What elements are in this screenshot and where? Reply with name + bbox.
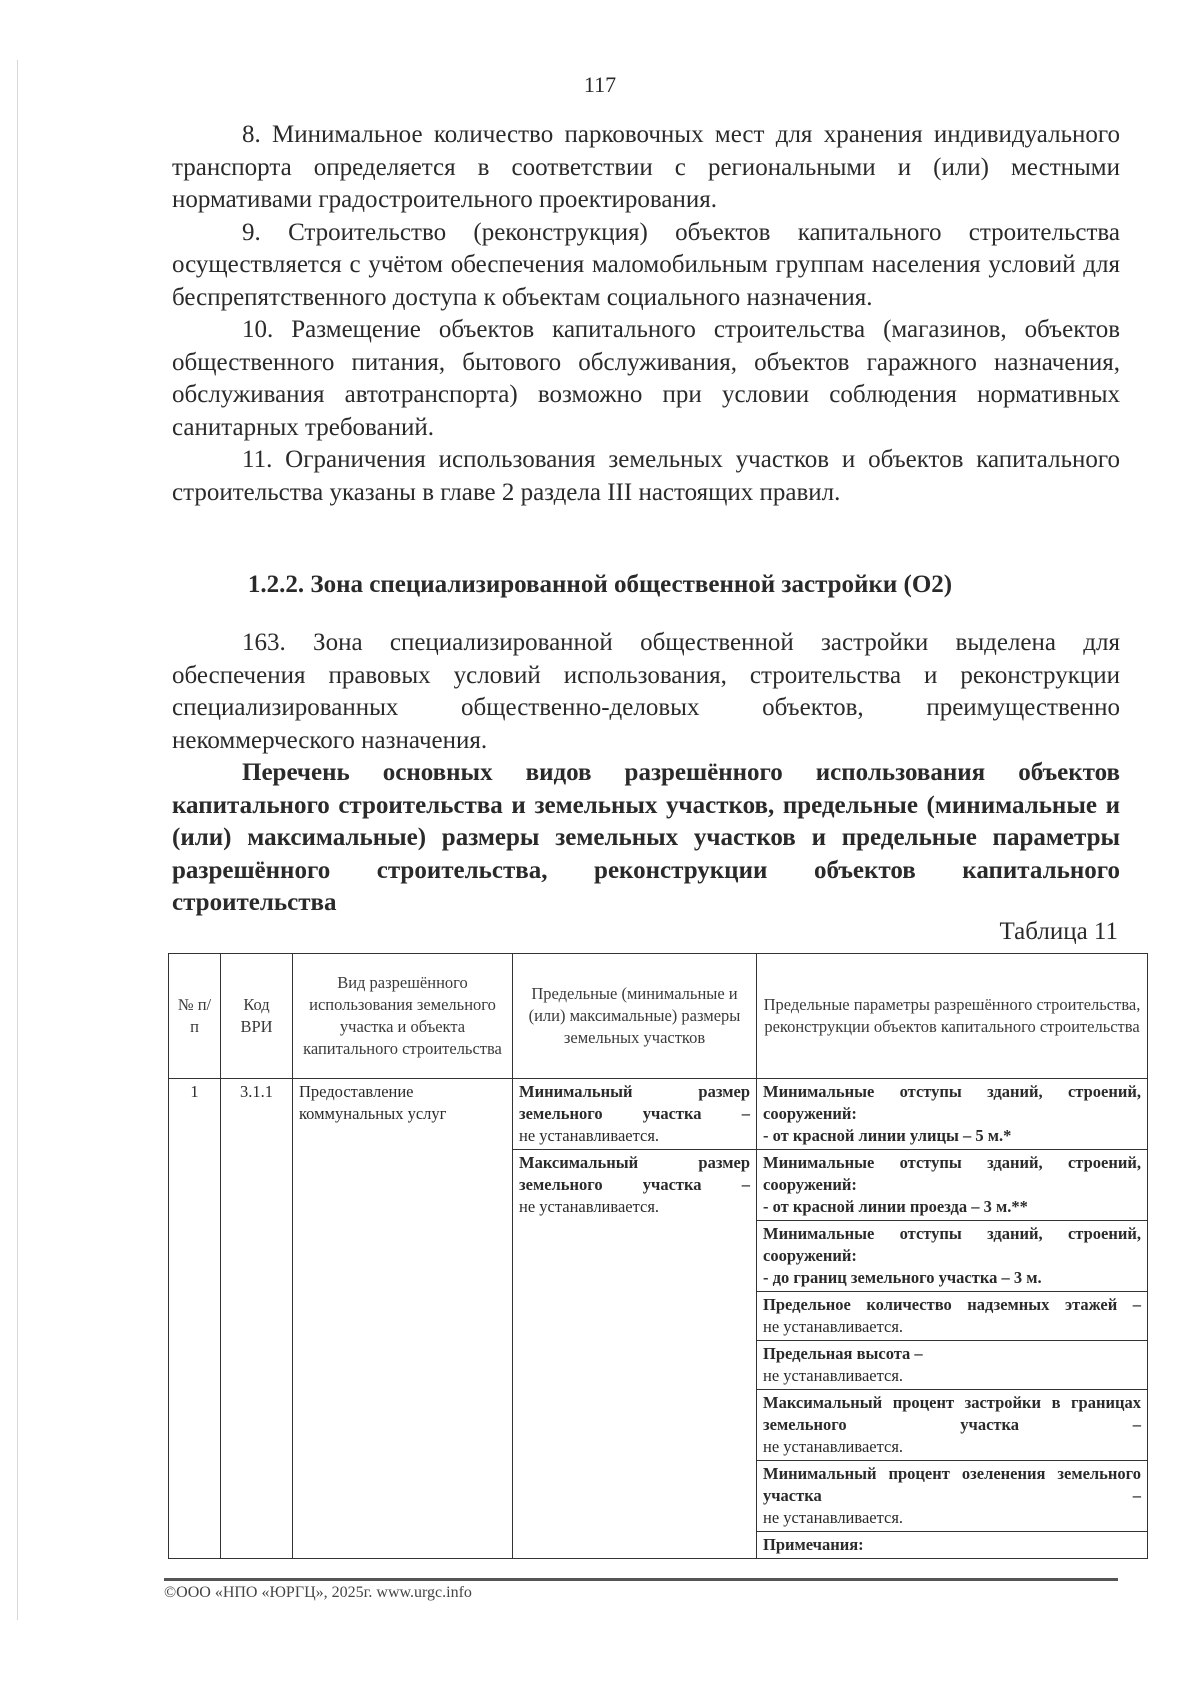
- row-kind: Предоставление коммунальных услуг: [293, 1079, 513, 1559]
- footer-divider: [164, 1578, 1118, 1581]
- header-sizes: Предельные (минимальные и (или) максимальные) размеры земельных участков: [513, 954, 757, 1079]
- row-num: 1: [169, 1079, 221, 1559]
- min-size-value: не устанавливается.: [519, 1126, 660, 1145]
- param-cell-4: [757, 1292, 1148, 1341]
- param-5-label: Предельная высота –: [763, 1344, 923, 1363]
- param-3-value: - до границ земельного участка – 3 м.: [763, 1268, 1042, 1287]
- paragraph-9: 9. Строительство (реконструкция) объектов капитального строительства осуществляется с учётом обеспечения маломобильным группам населения условий для беспрепятственного доступа к объектам социального назначения.: [172, 218, 1120, 311]
- param-1-label: Минимальные отступы зданий, строений, сооружений:: [763, 1082, 1141, 1123]
- param-cell-1: [757, 1079, 1148, 1150]
- paragraph-10: 10. Размещение объектов капитального строительства (магазинов, объектов общественного питания, бытового обслуживания, объектов гаражного назначения, обслуживания автотранспорта) возможно при условии соблюдения нормативных санитарных требований.: [172, 316, 1120, 441]
- page-number: 117: [583, 72, 617, 97]
- param-cell-2: [757, 1150, 1148, 1221]
- header-params: Предельные параметры разрешённого строительства, реконструкции объектов капитального строительства: [757, 954, 1148, 1079]
- section-heading: 1.2.2. Зона специализированной общественной застройки (О2): [247, 571, 953, 598]
- param-cell-3: [757, 1221, 1148, 1292]
- paragraph-11: 11. Ограничения использования земельных участков и объектов капитального строительства указаны в главе 2 раздела III настоящих правил.: [172, 446, 1120, 506]
- header-kind: Вид разрешённого использования земельного участка и объекта капитального строительства: [293, 954, 513, 1079]
- param-cell-7: [757, 1461, 1148, 1532]
- table-header-row: [169, 954, 1148, 1079]
- min-size-label: Минимальный размер земельного участка –: [519, 1082, 750, 1123]
- max-size-value: не устанавливается.: [519, 1197, 660, 1216]
- paragraph-8: 8. Минимальное количество парковочных мест для хранения индивидуального транспорта определяется в соответствии с региональными и (или) местными нормативами градостроительного проектирования.: [172, 121, 1120, 213]
- param-4-label: Предельное количество надземных этажей –: [763, 1295, 1141, 1314]
- header-num: № п/п: [169, 954, 221, 1079]
- zone-paragraph: 163. Зона специализированной общественной застройки выделена для обеспечения правовых условий использования, строительства и реконструкции специализированных общественно-деловых объектов, преимущественно некоммерческого назначения.: [172, 629, 1120, 754]
- param-8-label: Примечания:: [763, 1535, 864, 1554]
- param-6-value: не устанавливается.: [763, 1437, 904, 1456]
- max-size-label: Максимальный размер земельного участка –: [519, 1153, 750, 1194]
- permitted-use-table: [168, 953, 1148, 1559]
- scan-edge-line: [17, 60, 18, 1620]
- row-code: 3.1.1: [221, 1079, 293, 1559]
- header-code: Код ВРИ: [221, 954, 293, 1079]
- list-heading: Перечень основных видов разрешённого использования объектов капитального строительства и земельных участков, предельные (минимальные и (или) максимальные) размеры земельных участков и предельные параметры разрешённого строительства, реконструкции объектов капитального строительства: [172, 759, 1120, 916]
- param-2-value: - от красной линии проезда – 3 м.**: [763, 1197, 1028, 1216]
- param-7-value: не устанавливается.: [763, 1508, 904, 1527]
- param-3-label: Минимальные отступы зданий, строений, сооружений:: [763, 1224, 1141, 1265]
- param-cell-6: [757, 1390, 1148, 1461]
- numbered-paragraphs: [172, 119, 1120, 509]
- param-2-label: Минимальные отступы зданий, строений, сооружений:: [763, 1153, 1141, 1194]
- param-1-value: - от красной линии улицы – 5 м.*: [763, 1126, 1012, 1145]
- param-7-label: Минимальный процент озеленения земельного участка –: [763, 1464, 1141, 1505]
- param-cell-5: [757, 1341, 1148, 1390]
- param-4-value: не устанавливается.: [763, 1317, 904, 1336]
- table-caption: Таблица 11: [999, 918, 1118, 945]
- min-size-cell: [513, 1079, 757, 1150]
- param-cell-8: [757, 1532, 1148, 1559]
- table-row: [169, 1079, 1148, 1150]
- zone-description: [172, 627, 1120, 920]
- footer-copyright: ©ООО «НПО «ЮРГЦ», 2025г. www.urgc.info: [164, 1584, 472, 1601]
- max-size-cell: [513, 1150, 757, 1559]
- param-6-label: Максимальный процент застройки в границах земельного участка –: [763, 1393, 1141, 1434]
- param-5-value: не устанавливается.: [763, 1366, 904, 1385]
